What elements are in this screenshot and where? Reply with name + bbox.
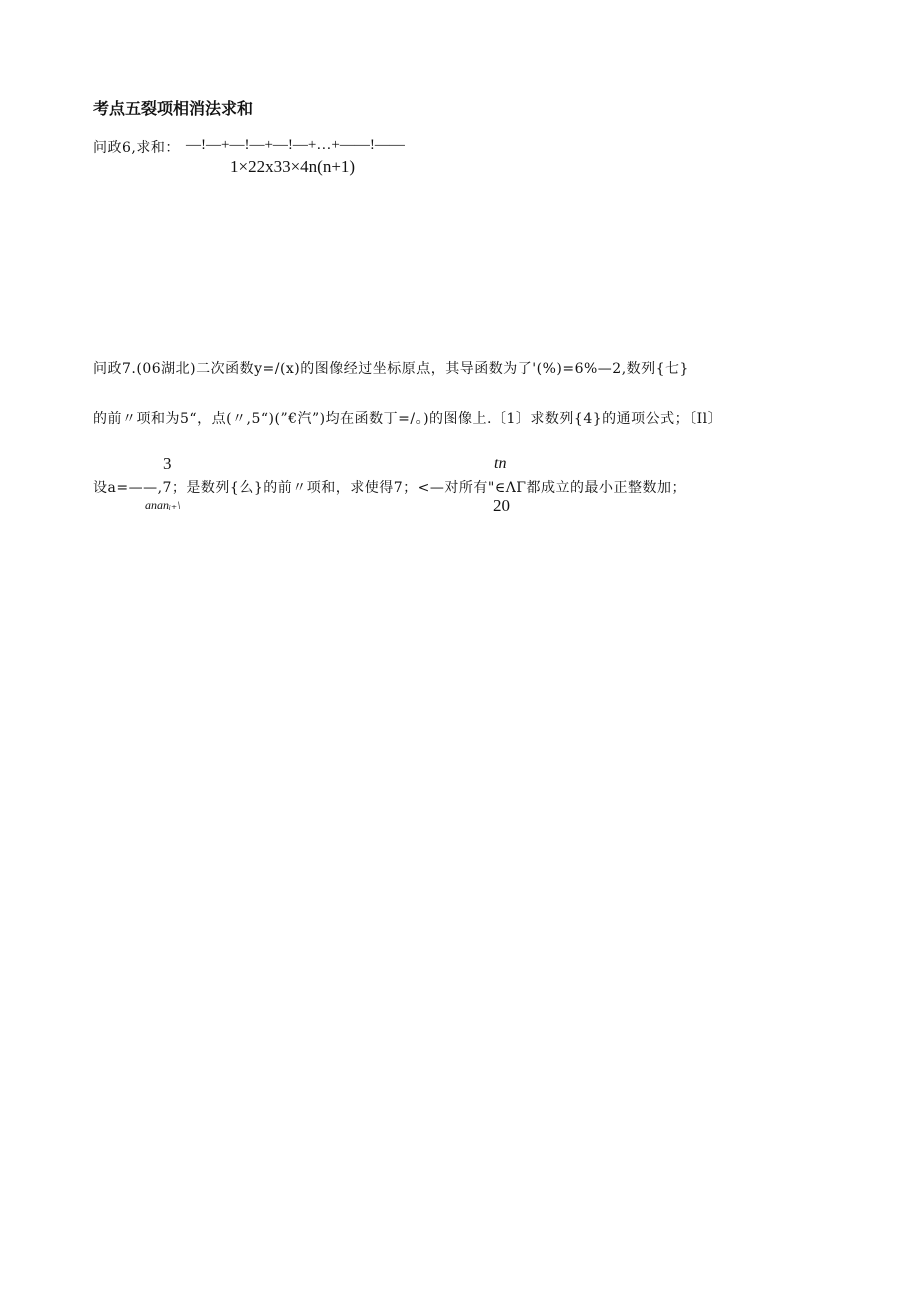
problem-7-fraction-1-denominator: ananᵢ₊\ bbox=[145, 498, 181, 512]
problem-7-fraction-1-numerator: 3 bbox=[163, 454, 172, 473]
problem-6-prefix: 问政6,求和： bbox=[93, 140, 180, 156]
problem-6-numerators: —!—+—!—+—!—+…+——!—— bbox=[186, 137, 405, 153]
section-title: 考点五裂项相消法求和 bbox=[93, 99, 254, 118]
problem-7-fraction-2-denominator: 20 bbox=[493, 496, 510, 515]
problem-7-line-3: 设a=——,7；是数列{么}的前〃项和，求使得7；<—对所有"∈ΛΓ都成立的最小正整数加； bbox=[93, 480, 687, 496]
problem-7-line-2: 的前〃项和为5“，点(〃,5“)(”€汽”)均在函数丁=/。)的图像上.〔1〕求数列{4}的通项公式；〔Il〕 bbox=[93, 411, 723, 427]
problem-6-denominators: 1×22x33×4n(n+1) bbox=[230, 157, 356, 176]
problem-7-line-1: 问政7.(06湖北)二次函数y=/(x)的图像经过坐标原点，其导函数为了'(%)=6%—2,数列{七} bbox=[93, 361, 689, 377]
problem-7-fraction-2-numerator: tn bbox=[494, 455, 507, 472]
